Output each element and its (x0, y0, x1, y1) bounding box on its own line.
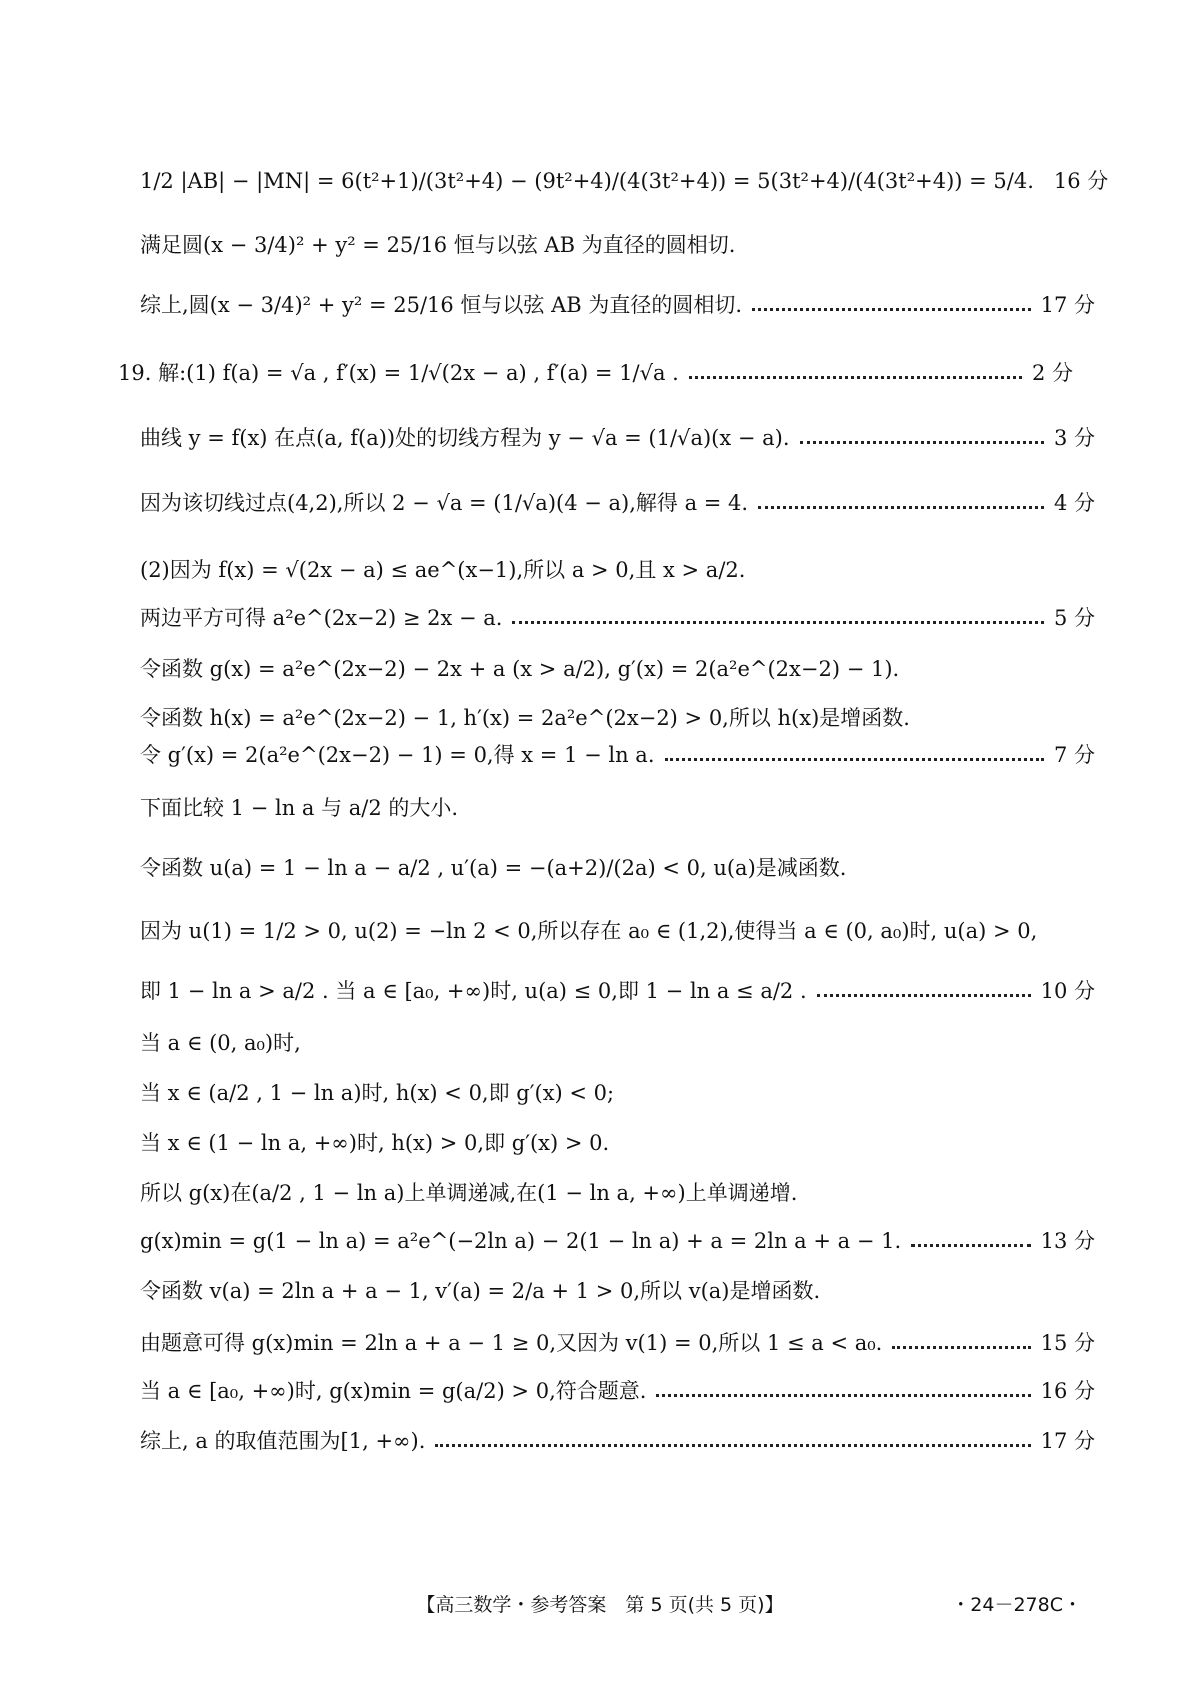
dot-leader (800, 441, 1044, 444)
dot-leader (656, 1394, 1030, 1397)
solution-line (140, 742, 1095, 768)
line-text: 所以 g(x)在(a/2 , 1 − ln a)上单调递减,在(1 − ln a, +∞)上单调递增. (140, 1181, 798, 1205)
score-label: 2 分 (1031, 361, 1073, 385)
solution-line (140, 1030, 1095, 1056)
solution-line (140, 978, 1095, 1004)
line-text: 当 a ∈ [a₀, +∞)时, g(x)min = g(a/2) > 0,符合题意. (140, 1379, 647, 1403)
score-label: 15 分 (1040, 1331, 1095, 1355)
score-label: 17 分 (1040, 1429, 1095, 1453)
line-text: 当 a ∈ (0, a₀)时, (140, 1031, 301, 1055)
line-text: 19. 解:(1) f(a) = √a , f′(x) = 1/√(2x − a) , f′(a) = 1/√a . (118, 361, 679, 385)
line-text: 因为 u(1) = 1/2 > 0, u(2) = −ln 2 < 0,所以存在 a₀ ∈ (1,2),使得当 a ∈ (0, a₀)时, u(a) > 0, (140, 919, 1038, 943)
dot-leader (752, 308, 1031, 311)
page-footer (0, 1590, 1200, 1630)
line-text: 因为该切线过点(4,2),所以 2 − √a = (1/√a)(4 − a),解得 a = 4. (140, 491, 749, 515)
solution-line (140, 1330, 1095, 1356)
solution-line (140, 425, 1095, 451)
solution-line (140, 795, 1095, 821)
line-text: 曲线 y = f(x) 在点(a, f(a))处的切线方程为 y − √a = (1/√a)(x − a). (140, 426, 790, 450)
line-text: (2)因为 f(x) = √(2x − a) ≤ ae^(x−1),所以 a > 0,且 x > a/2. (140, 558, 746, 582)
dot-leader (817, 994, 1031, 997)
line-text: 综上, a 的取值范围为[1, +∞). (140, 1429, 426, 1453)
score-label: 7 分 (1053, 743, 1095, 767)
solution-line (118, 360, 1073, 386)
line-text: g(x)min = g(1 − ln a) = a²e^(−2ln a) − 2(1 − ln a) + a = 2ln a + a − 1. (140, 1229, 902, 1253)
line-text: 当 x ∈ (a/2 , 1 − ln a)时, h(x) < 0,即 g′(x) < 0; (140, 1081, 615, 1105)
solution-line (140, 705, 1095, 731)
line-text: 1/2 |AB| − |MN| = 6(t²+1)/(3t²+4) − (9t²+4)/(4(3t²+4)) = 5(3t²+4)/(4(3t²+4)) = 5/4. (140, 169, 1034, 193)
dot-leader (689, 376, 1022, 379)
solution-line (140, 1228, 1095, 1254)
line-text: 两边平方可得 a²e^(2x−2) ≥ 2x − a. (140, 606, 503, 630)
footer-code: ・24－278C・ (951, 1594, 1082, 1616)
solution-line (140, 1428, 1095, 1454)
solution-line (140, 232, 1095, 258)
solution-line (140, 292, 1095, 318)
line-text: 当 x ∈ (1 − ln a, +∞)时, h(x) > 0,即 g′(x) > 0. (140, 1131, 610, 1155)
solution-line (140, 490, 1095, 516)
solution-line (140, 656, 1095, 682)
dot-leader (435, 1444, 1030, 1447)
solution-line (140, 1378, 1095, 1404)
line-text: 综上,圆(x − 3/4)² + y² = 25/16 恒与以弦 AB 为直径的圆相切. (140, 293, 743, 317)
score-label: 16 分 (1040, 1379, 1095, 1403)
line-text: 令 g′(x) = 2(a²e^(2x−2) − 1) = 0,得 x = 1 − ln a. (140, 743, 655, 767)
footer-page-info: 【高三数学・参考答案 第 5 页(共 5 页)】 (416, 1594, 784, 1616)
dot-leader (892, 1346, 1030, 1349)
line-text: 即 1 − ln a > a/2 . 当 a ∈ [a₀, +∞)时, u(a) ≤ 0,即 1 − ln a ≤ a/2 . (140, 979, 807, 1003)
line-text: 令函数 h(x) = a²e^(2x−2) − 1, h′(x) = 2a²e^(2x−2) > 0,所以 h(x)是增函数. (140, 706, 910, 730)
score-label: 3 分 (1053, 426, 1095, 450)
dot-leader (758, 506, 1044, 509)
solution-line (140, 1278, 1095, 1304)
solution-line (140, 1130, 1095, 1156)
score-label: 4 分 (1053, 491, 1095, 515)
solution-line (140, 1080, 1095, 1106)
line-text: 满足圆(x − 3/4)² + y² = 25/16 恒与以弦 AB 为直径的圆相切. (140, 233, 736, 257)
line-text: 令函数 g(x) = a²e^(2x−2) − 2x + a (x > a/2), g′(x) = 2(a²e^(2x−2) − 1). (140, 657, 900, 681)
solution-line (140, 557, 1095, 583)
solution-line (140, 605, 1095, 631)
line-text: 下面比较 1 − ln a 与 a/2 的大小. (140, 796, 459, 820)
line-text: 由题意可得 g(x)min = 2ln a + a − 1 ≥ 0,又因为 v(1) = 0,所以 1 ≤ a < a₀. (140, 1331, 883, 1355)
score-label: 13 分 (1040, 1229, 1095, 1253)
solution-line (140, 168, 1109, 194)
solution-line (140, 855, 1095, 881)
solution-line (140, 918, 1095, 944)
solution-line (140, 1180, 1095, 1206)
score-label: 10 分 (1040, 979, 1095, 1003)
dot-leader (512, 621, 1043, 624)
score-label: 5 分 (1053, 606, 1095, 630)
score-label: 17 分 (1040, 293, 1095, 317)
line-text: 令函数 u(a) = 1 − ln a − a/2 , u′(a) = −(a+2)/(2a) < 0, u(a)是减函数. (140, 856, 847, 880)
line-text: 令函数 v(a) = 2ln a + a − 1, v′(a) = 2/a + 1 > 0,所以 v(a)是增函数. (140, 1279, 821, 1303)
dot-leader (665, 758, 1044, 761)
score-label: 16 分 (1053, 169, 1109, 193)
dot-leader (911, 1244, 1030, 1247)
